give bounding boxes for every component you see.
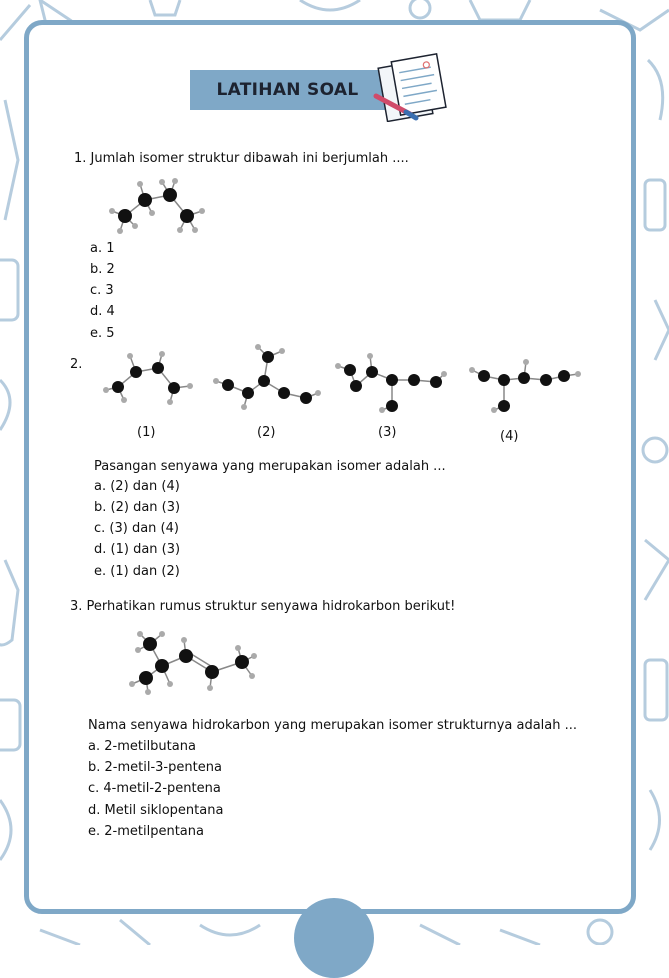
q3-option-d[interactable]: d. Metil siklopentana	[88, 803, 224, 818]
question-1-text: 1. Jumlah isomer struktur dibawah ini berjumlah ....	[74, 151, 409, 166]
q2-option-c[interactable]: c. (3) dan (4)	[94, 521, 179, 536]
q1-option-b[interactable]: b. 2	[90, 262, 115, 277]
q3-option-b[interactable]: b. 2-metil-3-pentena	[88, 760, 222, 775]
q3-molecule	[118, 626, 268, 696]
q2-option-a[interactable]: a. (2) dan (4)	[94, 479, 180, 494]
q2-molecule-1	[100, 350, 200, 408]
molecule-label-2: (2)	[257, 425, 276, 440]
question-2-number: 2.	[70, 357, 83, 372]
question-2-text: Pasangan senyawa yang merupakan isomer adalah ...	[94, 459, 446, 474]
q3-option-c[interactable]: c. 4-metil-2-pentena	[88, 781, 221, 796]
question-3-subtext: Nama senyawa hidrokarbon yang merupakan isomer strukturnya adalah ...	[88, 718, 578, 733]
q1-molecule	[100, 178, 215, 238]
question-3-text: 3. Perhatikan rumus struktur senyawa hidrokarbon berikut!	[70, 599, 456, 614]
q1-option-c[interactable]: c. 3	[90, 283, 114, 298]
molecule-label-3: (3)	[378, 425, 397, 440]
q2-option-d[interactable]: d. (1) dan (3)	[94, 542, 181, 557]
title-banner	[190, 70, 385, 110]
q2-molecule-4	[466, 350, 586, 414]
molecule-label-1: (1)	[137, 425, 156, 440]
q3-option-e[interactable]: e. 2-metilpentana	[88, 824, 204, 839]
bottom-decor-tab	[294, 898, 374, 978]
q2-option-e[interactable]: e. (1) dan (2)	[94, 564, 180, 579]
molecule-label-4: (4)	[500, 429, 519, 444]
q2-molecule-2	[210, 343, 325, 411]
papers-pen-icon	[370, 52, 462, 122]
q2-option-b[interactable]: b. (2) dan (3)	[94, 500, 181, 515]
q2-molecule-3	[330, 348, 450, 414]
q1-option-d[interactable]: d. 4	[90, 304, 115, 319]
q3-option-a[interactable]: a. 2-metilbutana	[88, 739, 196, 754]
q1-option-a[interactable]: a. 1	[90, 241, 115, 256]
page-title: LATIHAN SOAL	[216, 80, 359, 100]
q1-option-e[interactable]: e. 5	[90, 326, 115, 341]
